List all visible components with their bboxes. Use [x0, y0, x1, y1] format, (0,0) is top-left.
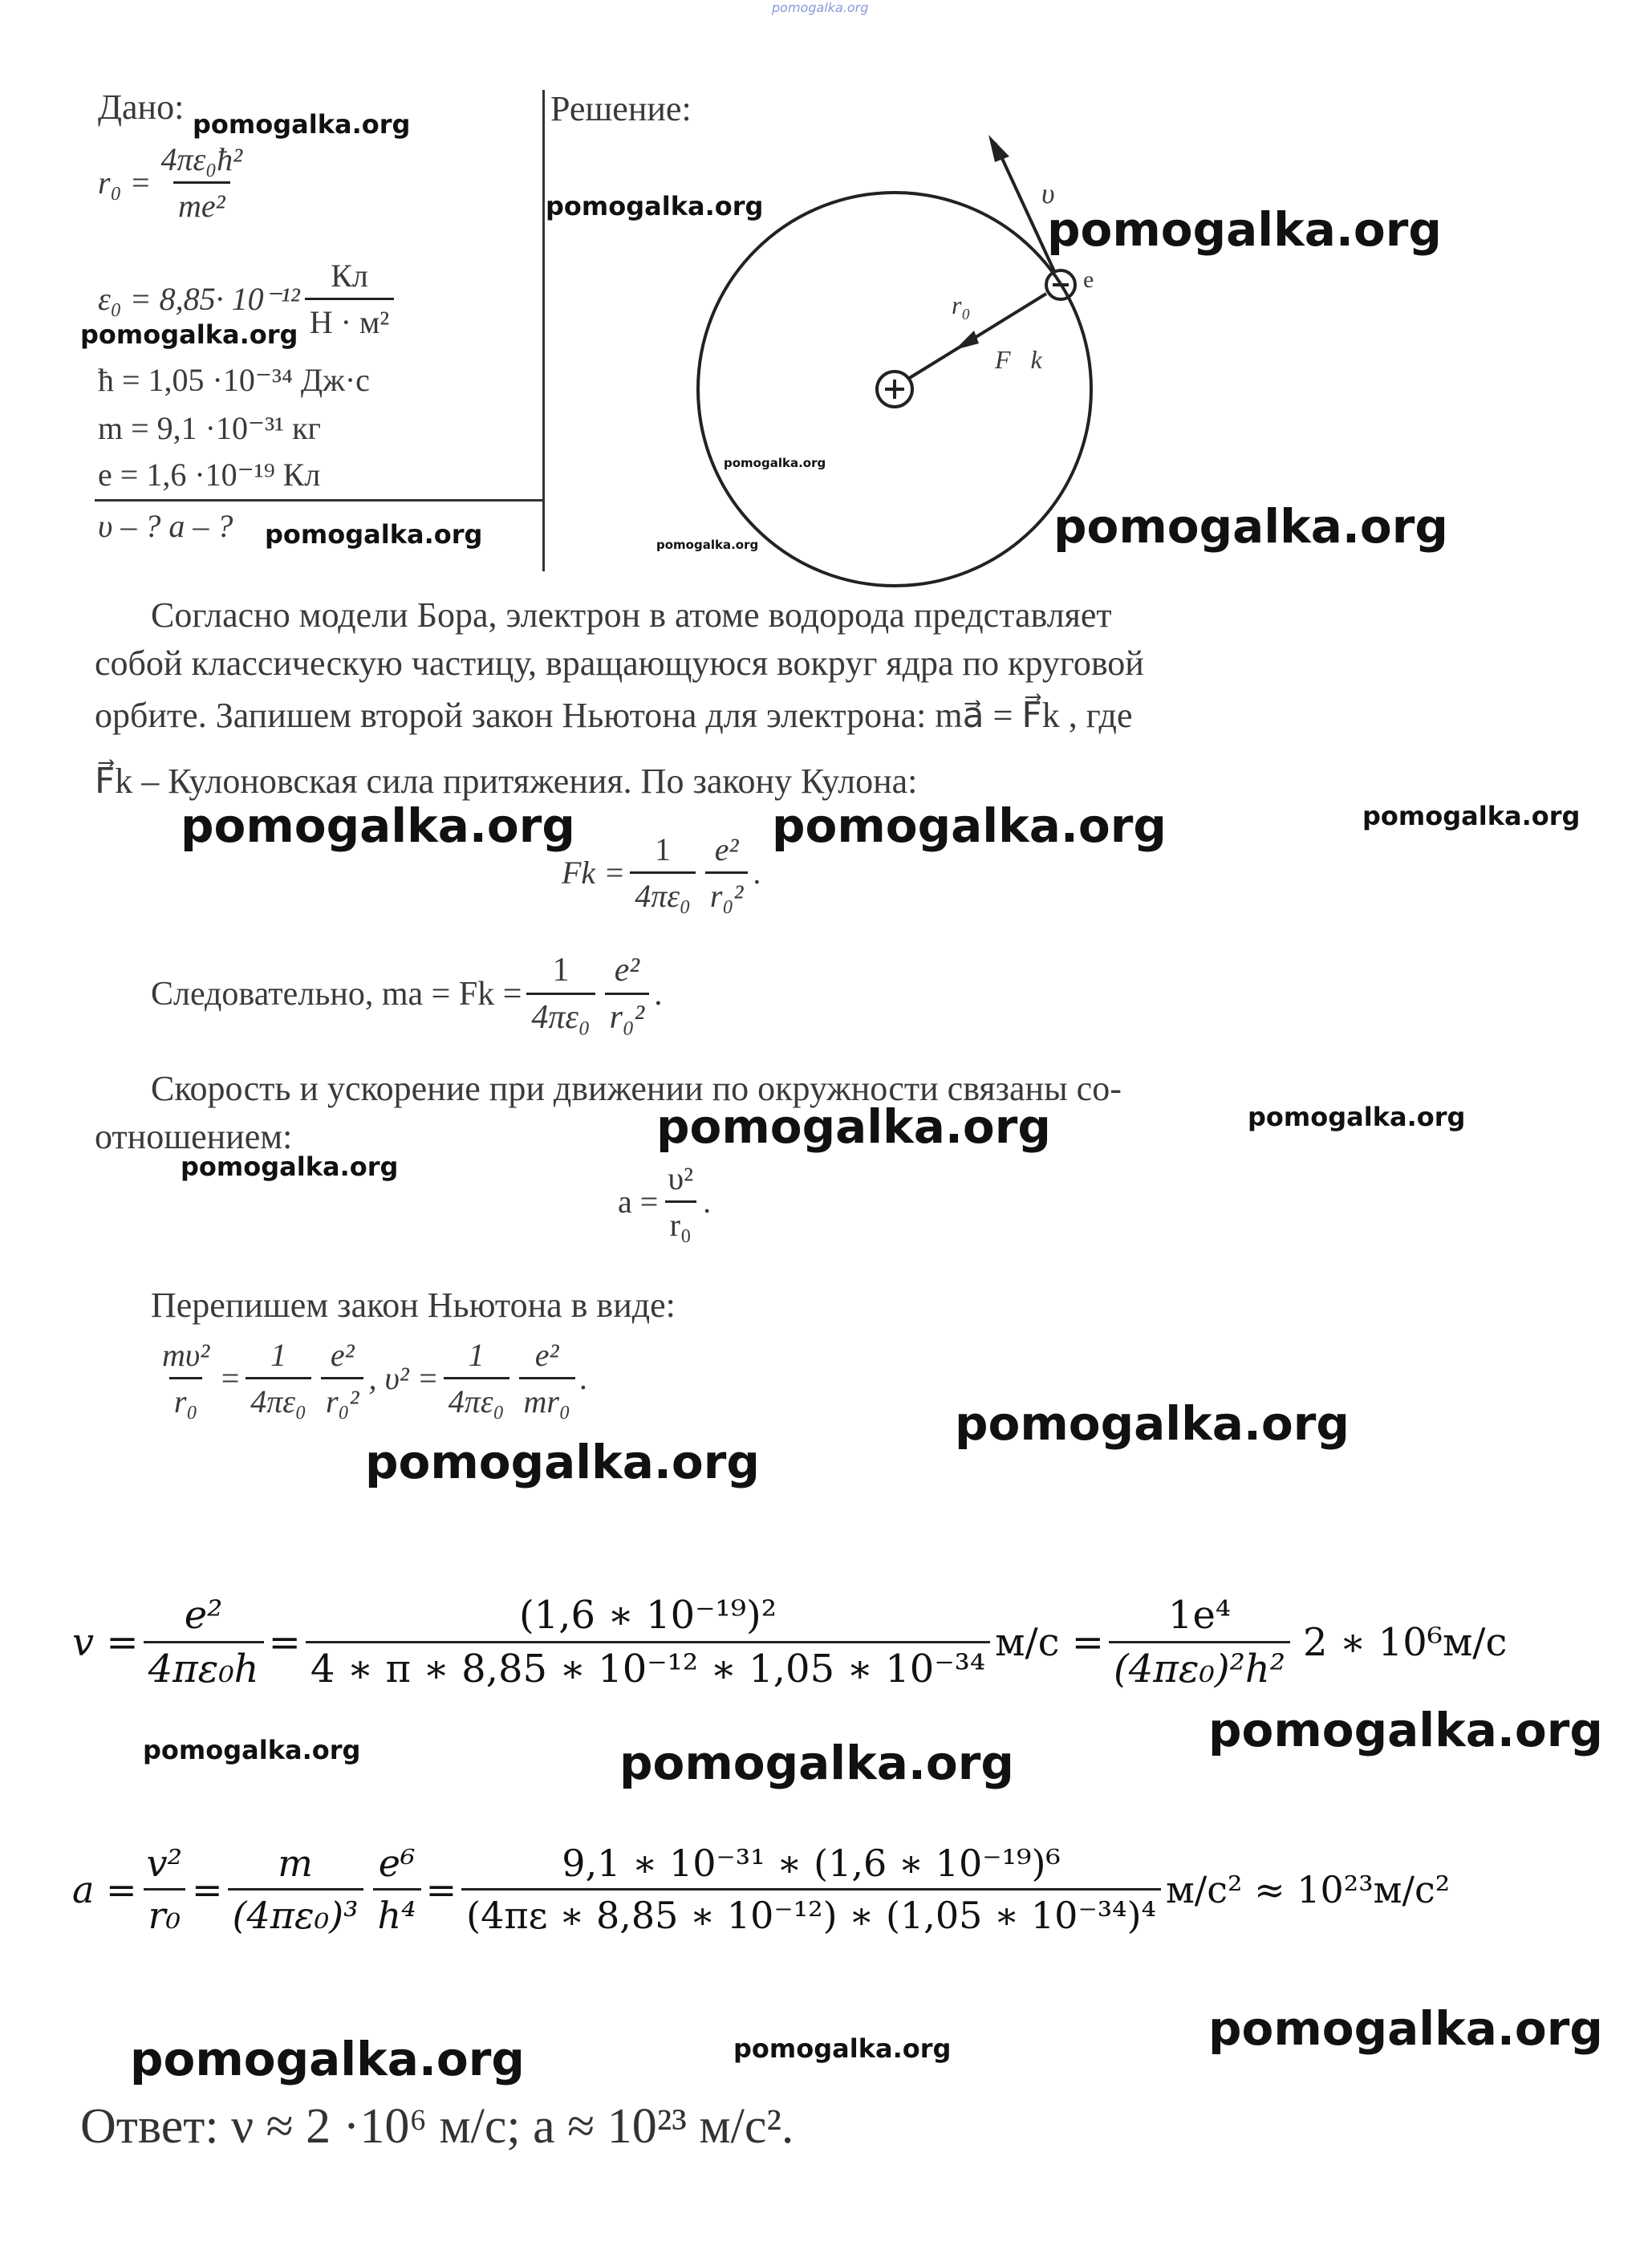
watermark: pomogalka.org [1047, 202, 1442, 257]
fv-den-3: (4πε₀)²h² [1109, 1641, 1290, 1692]
r0-den: me² [173, 181, 230, 225]
watermark: pomogalka.org [1053, 499, 1448, 554]
hence-den-2: r₀² [605, 993, 650, 1037]
watermark: pomogalka.org [193, 109, 411, 140]
coulomb-frac-1 [630, 831, 696, 915]
hence-num-1: 1 [552, 952, 570, 989]
accel-formula [618, 1160, 711, 1244]
newton-frac-1 [157, 1336, 214, 1420]
watermark: pomogalka.org [1208, 1703, 1603, 1757]
fv-frac-1 [144, 1593, 264, 1692]
fa-num-1: v² [146, 1842, 183, 1885]
eps-num: Кл [331, 258, 368, 294]
paragraph2-line-1: Скорость и ускорение при движении по окружности связаны со- [151, 1069, 1122, 1108]
hence-text: Следовательно, ma = Fk = [151, 975, 522, 1013]
newton-frac-3 [321, 1336, 363, 1420]
fv-num-2: (1,6 ∗ 10⁻¹⁹)² [518, 1593, 777, 1638]
watermark: pomogalka.org [130, 2032, 525, 2086]
fa-eq-1: = [192, 1867, 223, 1911]
watermark: pomogalka.org [265, 519, 483, 550]
newton-num-3: e² [330, 1337, 355, 1373]
coulomb-num-2: e² [714, 831, 739, 867]
watermark: pomogalka.org [181, 798, 575, 853]
fa-lhs: a = [72, 1867, 137, 1911]
formula-acceleration [72, 1842, 1450, 1937]
newton-den-3: r₀² [321, 1377, 363, 1420]
answer: Ответ: ν ≈ 2 ·10⁶ м/с; a ≈ 10²³ м/с². [80, 2099, 794, 2154]
hence-dot: . [654, 975, 663, 1013]
fv-num-1: e² [184, 1593, 223, 1638]
watermark: pomogalka.org [724, 456, 826, 470]
paragraph2-line-2: отношением: [95, 1117, 293, 1156]
watermark: pomogalka.org [733, 2033, 952, 2064]
r0-num: 4πε₀ħ² [160, 141, 243, 177]
newton-frac-5 [519, 1336, 575, 1420]
paragraph-line-4: F⃗k – Кулоновская сила притяжения. По закону Кулона: [95, 762, 918, 801]
watermark: pomogalka.org [546, 191, 764, 221]
newton-den-4: 4πε₀ [444, 1377, 509, 1420]
formula-velocity [72, 1593, 1507, 1692]
rewrite-text: Перепишем закон Ньютона в виде: [151, 1285, 676, 1325]
watermark: pomogalka.org [772, 798, 1167, 853]
fv-den-1: 4πε₀h [144, 1641, 264, 1692]
fv-frac-2 [306, 1593, 990, 1692]
hence-num-2: e² [614, 952, 639, 989]
r0-lhs: r₀ = [98, 164, 152, 201]
accel-den: r₀ [665, 1200, 696, 1244]
accel-dot: . [703, 1184, 712, 1220]
newton-frac-4 [444, 1336, 509, 1420]
watermark-top: pomogalka.org [772, 0, 869, 15]
fa-result: м/с² ≈ 10²³м/с² [1166, 1867, 1451, 1911]
newton-frac-2 [246, 1336, 311, 1420]
newton-dot: . [579, 1360, 588, 1396]
watermark: pomogalka.org [656, 1099, 1051, 1154]
accel-frac [663, 1160, 698, 1244]
fv-den-2: 4 ∗ π ∗ 8,85 ∗ 10⁻¹² ∗ 1,05 ∗ 10⁻³⁴ [306, 1641, 990, 1692]
fv-lhs: v = [72, 1619, 139, 1665]
fa-num-2: m [278, 1842, 313, 1885]
given-hbar: ħ = 1,05 ·10⁻³⁴ Дж·с [98, 362, 370, 398]
eps-lhs: ε₀ = 8,85· 10⁻¹² [98, 281, 300, 317]
watermark: pomogalka.org [143, 1735, 361, 1765]
newton-formula [152, 1336, 588, 1420]
paragraph-line-2: собой классическую частицу, вращающуюся вокруг ядра по круговой [95, 644, 1144, 683]
watermark: pomogalka.org [80, 319, 298, 350]
newton-num-2: 1 [270, 1337, 287, 1373]
coulomb-dot: . [753, 855, 761, 891]
hence-den-1: 4πε₀ [526, 993, 595, 1037]
watermark: pomogalka.org [1362, 801, 1581, 831]
watermark: pomogalka.org [1248, 1102, 1466, 1132]
fa-den-3: h⁴ [373, 1888, 421, 1937]
fv-num-3: 1e⁴ [1167, 1593, 1232, 1638]
coulomb-num-1: 1 [655, 831, 672, 867]
e-label: e [1083, 266, 1094, 293]
newton-den-1: r₀ [169, 1377, 202, 1420]
hence-formula [151, 951, 663, 1037]
newton-num-4: 1 [468, 1337, 485, 1373]
solution-heading: Решение: [550, 89, 692, 128]
fv-eq: = [268, 1619, 301, 1665]
fa-den-4: (4πε ∗ 8,85 ∗ 10⁻¹²) ∗ (1,05 ∗ 10⁻³⁴)⁴ [461, 1888, 1161, 1937]
r0-label: r₀ [952, 290, 971, 319]
accel-lhs: a = [618, 1184, 659, 1220]
newton-eq: = [219, 1360, 242, 1396]
newton-comma-v2: , υ² = [368, 1360, 439, 1396]
coulomb-den-2: r₀² [705, 871, 748, 915]
hence-frac-2 [605, 951, 650, 1037]
watermark: pomogalka.org [181, 1151, 399, 1182]
watermark: pomogalka.org [619, 1736, 1014, 1790]
fa-num-4: 9,1 ∗ 10⁻³¹ ∗ (1,6 ∗ 10⁻¹⁹)⁶ [562, 1842, 1061, 1885]
fa-eq-2: = [425, 1867, 457, 1911]
given-e: e = 1,6 ·10⁻¹⁹ Кл [98, 457, 321, 493]
newton-den-2: 4πε₀ [246, 1377, 311, 1420]
paragraph-line-1: Согласно модели Бора, электрон в атоме водорода представляет [151, 595, 1112, 635]
velocity-arrowhead [988, 135, 1009, 162]
watermark: pomogalka.org [955, 1396, 1350, 1451]
force-arrowhead [955, 331, 979, 350]
fa-frac-3 [373, 1842, 421, 1937]
paragraph-line-3: орбите. Запишем второй закон Ньютона для электрона: ma⃗ = F⃗k , где [95, 696, 1133, 735]
fv-frac-3 [1109, 1593, 1290, 1692]
given-m: m = 9,1 ·10⁻³¹ кг [98, 410, 321, 446]
fa-frac-4 [461, 1842, 1161, 1937]
fv-result: 2 ∗ 10⁶м/с [1302, 1619, 1508, 1665]
fa-den-1: r₀ [144, 1888, 185, 1937]
fa-frac-1 [142, 1842, 187, 1937]
fa-den-2: (4πε₀)³ [228, 1888, 363, 1937]
eps-den: Н · м² [305, 298, 395, 341]
given-find: υ – ? a – ? [98, 508, 233, 544]
watermark: pomogalka.org [1208, 2001, 1603, 2056]
coulomb-lhs: Fk = [562, 855, 626, 891]
watermark: pomogalka.org [365, 1435, 760, 1489]
fa-num-3: e⁶ [378, 1842, 416, 1885]
fv-unit: м/с = [995, 1619, 1105, 1665]
fk-label: F⃗k [995, 345, 1042, 374]
accel-num: υ² [668, 1160, 694, 1196]
hence-frac-1 [526, 951, 595, 1037]
fa-frac-2 [228, 1842, 363, 1937]
newton-den-5: mr₀ [519, 1377, 575, 1420]
coulomb-frac-2 [705, 831, 748, 915]
given-heading: Дано: [98, 87, 185, 127]
v-vector-label: υ⃗ [1041, 177, 1078, 209]
coulomb-formula [562, 831, 761, 915]
newton-num-1: mυ² [162, 1337, 210, 1373]
watermark: pomogalka.org [656, 538, 759, 552]
newton-num-5: e² [534, 1337, 559, 1373]
coulomb-den-1: 4πε₀ [630, 871, 696, 915]
